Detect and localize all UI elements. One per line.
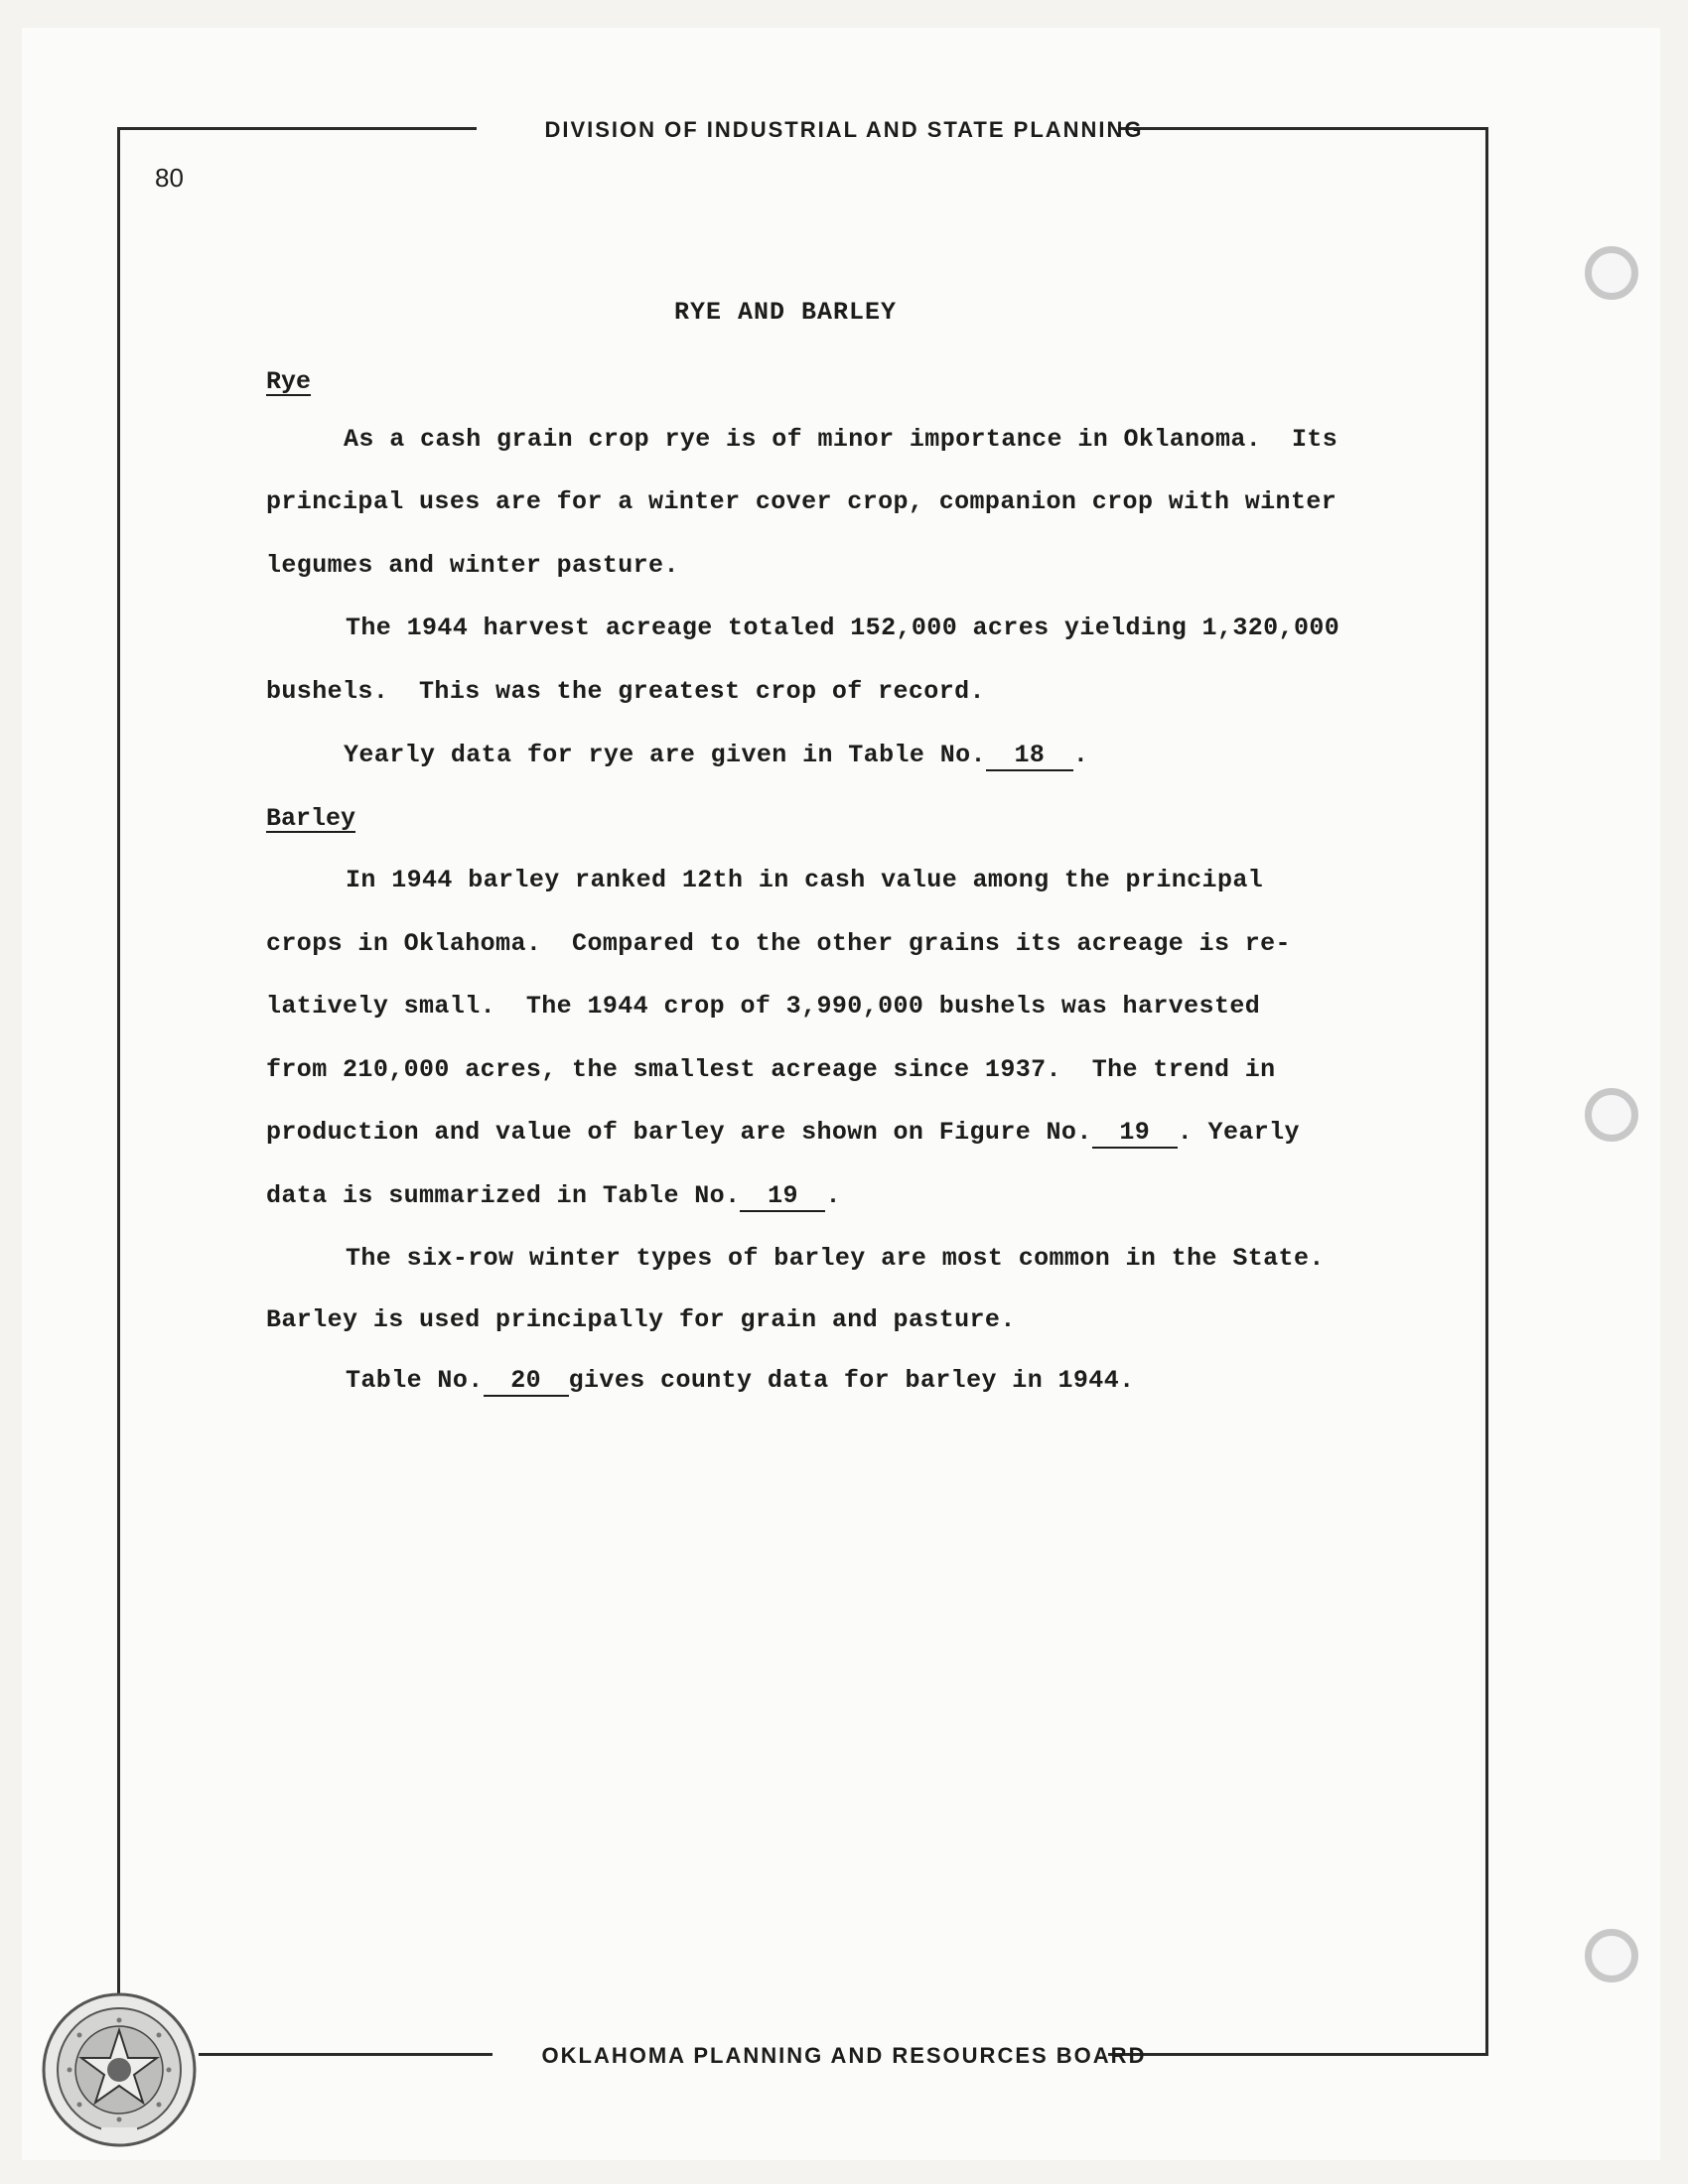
binder-hole-bottom [1585,1929,1638,1982]
barley-figure-number: 19 [1092,1119,1178,1149]
header-title: DIVISION OF INDUSTRIAL AND STATE PLANNING [544,117,1144,142]
binder-hole-middle [1585,1088,1638,1142]
barley-p3-suffix: gives county data for barley in 1944. [568,1366,1135,1395]
barley-p2-line-2: Barley is used principally for grain and pasture. [266,1305,1016,1334]
barley-p1-line-3: latively small. The 1944 crop of 3,990,000 bushels was harvested [266,992,1261,1021]
barley-p1-line-2: crops in Oklahoma. Compared to the other grains its acreage is re- [266,929,1291,958]
barley-p3-line [346,1366,1135,1397]
rye-table-number: 18 [986,742,1073,771]
barley-p3-prefix: Table No. [346,1366,484,1395]
rye-p1-line-2: principal uses are for a winter cover crop, companion crop with winter [266,487,1337,516]
frame-right-border [1485,127,1488,2055]
rye-p2-line-2: bushels. This was the greatest crop of record. [266,677,985,706]
frame-left-border [117,127,120,2055]
barley-heading: Barley [266,804,356,833]
barley-p1-line-5 [266,1118,1300,1149]
barley-table-number: 19 [740,1182,825,1212]
barley-county-table-number: 20 [484,1367,569,1397]
binder-hole-top [1585,246,1638,300]
rye-heading: Rye [266,367,312,396]
page-title: RYE AND BARLEY [673,298,898,327]
barley-figure-suffix: . Yearly [1177,1118,1300,1147]
paper-sheet [22,28,1660,2160]
rye-p3-suffix: . [1072,741,1089,769]
barley-p2-line-1: The six-row winter types of barley are most common in the State. [346,1244,1325,1273]
footer-title: OKLAHOMA PLANNING AND RESOURCES BOARD [541,2043,1147,2068]
state-seal-icon [40,1990,199,2149]
barley-figure-prefix: production and value of barley are shown on Figure No. [266,1118,1092,1147]
barley-p1-line-6 [266,1181,841,1212]
rye-p3-prefix: Yearly data for rye are given in Table No. [344,741,986,769]
barley-p1-line-4: from 210,000 acres, the smallest acreage since 1937. The trend in [266,1055,1276,1084]
barley-table-prefix: data is summarized in Table No. [266,1181,741,1210]
barley-table-suffix: . [825,1181,841,1210]
rye-p1-line-1: As a cash grain crop rye is of minor importance in Oklanoma. Its [344,425,1338,454]
rye-p2-line-1: The 1944 harvest acreage totaled 152,000 acres yielding 1,320,000 [346,614,1340,642]
barley-p1-line-1: In 1944 barley ranked 12th in cash value among the principal [346,866,1264,894]
rye-p3-line [344,741,1088,771]
page-number: 80 [155,163,184,193]
rye-p1-line-3: legumes and winter pasture. [266,551,679,580]
